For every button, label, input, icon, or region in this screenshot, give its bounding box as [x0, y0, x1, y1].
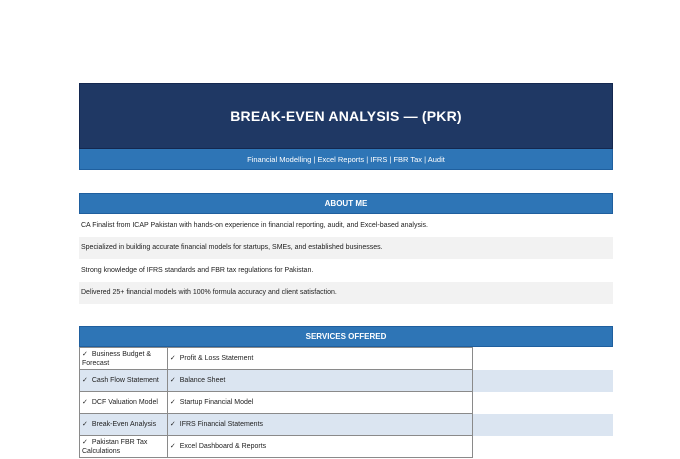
services-heading-label: SERVICES OFFERED — [305, 332, 387, 341]
empty-cell[interactable] — [473, 436, 613, 458]
empty-cell[interactable] — [473, 348, 613, 370]
check-icon: ✓ — [82, 399, 88, 406]
check-icon: ✓ — [169, 377, 176, 384]
check-icon: ✓ — [169, 421, 176, 428]
table-row — [80, 370, 613, 392]
services-heading — [79, 326, 613, 347]
service-cell[interactable] — [167, 436, 472, 458]
table-row — [80, 348, 613, 370]
table-row — [80, 392, 613, 414]
title-banner — [79, 83, 613, 149]
service-cell[interactable] — [167, 348, 472, 370]
service-cell[interactable] — [80, 436, 168, 458]
about-line-text: Specialized in building accurate financial models for startups, SMEs, and established businesses. — [81, 244, 383, 252]
service-label: DCF Valuation Model — [91, 399, 158, 406]
about-line[interactable] — [79, 214, 613, 237]
service-cell[interactable] — [80, 392, 168, 414]
service-cell[interactable] — [80, 414, 168, 436]
empty-cell[interactable] — [473, 370, 613, 392]
check-icon: ✓ — [82, 350, 88, 358]
check-icon: ✓ — [169, 355, 176, 362]
service-label: Profit & Loss Statement — [179, 355, 254, 362]
service-label: Excel Dashboard & Reports — [179, 443, 267, 450]
table-row — [80, 436, 613, 458]
service-label: Balance Sheet — [179, 377, 226, 384]
service-label: Startup Financial Model — [179, 399, 254, 406]
service-cell[interactable] — [167, 370, 472, 392]
service-label: IFRS Financial Statements — [179, 421, 264, 428]
service-label: Pakistan FBR Tax Calculations — [82, 438, 148, 455]
check-icon: ✓ — [82, 438, 88, 446]
check-icon: ✓ — [82, 377, 88, 384]
about-line-text: CA Finalist from ICAP Pakistan with hands-on experience in financial reporting, audit, and Excel-based analysis. — [81, 221, 428, 229]
service-label: Break-Even Analysis — [91, 421, 157, 428]
services-table — [79, 347, 613, 458]
about-heading-label: ABOUT ME — [324, 199, 368, 208]
about-heading — [79, 193, 613, 214]
page-title: BREAK-EVEN ANALYSIS — (PKR) — [230, 108, 462, 124]
service-label: Business Budget & Forecast — [82, 350, 152, 367]
subtitle-banner — [79, 149, 613, 170]
check-icon: ✓ — [169, 399, 176, 406]
empty-cell[interactable] — [473, 392, 613, 414]
empty-cell[interactable] — [473, 414, 613, 436]
service-cell[interactable] — [80, 370, 168, 392]
check-icon: ✓ — [82, 421, 88, 428]
about-line[interactable] — [79, 237, 613, 260]
service-cell[interactable] — [167, 392, 472, 414]
spreadsheet-sheet — [79, 83, 613, 458]
service-label: Cash Flow Statement — [91, 377, 159, 384]
about-line-text: Delivered 25+ financial models with 100% formula accuracy and client satisfaction. — [81, 289, 337, 297]
about-line-text: Strong knowledge of IFRS standards and FBR tax regulations for Pakistan. — [81, 266, 314, 274]
table-row — [80, 414, 613, 436]
check-icon: ✓ — [169, 443, 176, 450]
about-line[interactable] — [79, 259, 613, 282]
page-subtitle: Financial Modelling | Excel Reports | IFRS | FBR Tax | Audit — [247, 154, 445, 164]
service-cell[interactable] — [167, 414, 472, 436]
service-cell[interactable] — [80, 348, 168, 370]
about-line[interactable] — [79, 282, 613, 305]
